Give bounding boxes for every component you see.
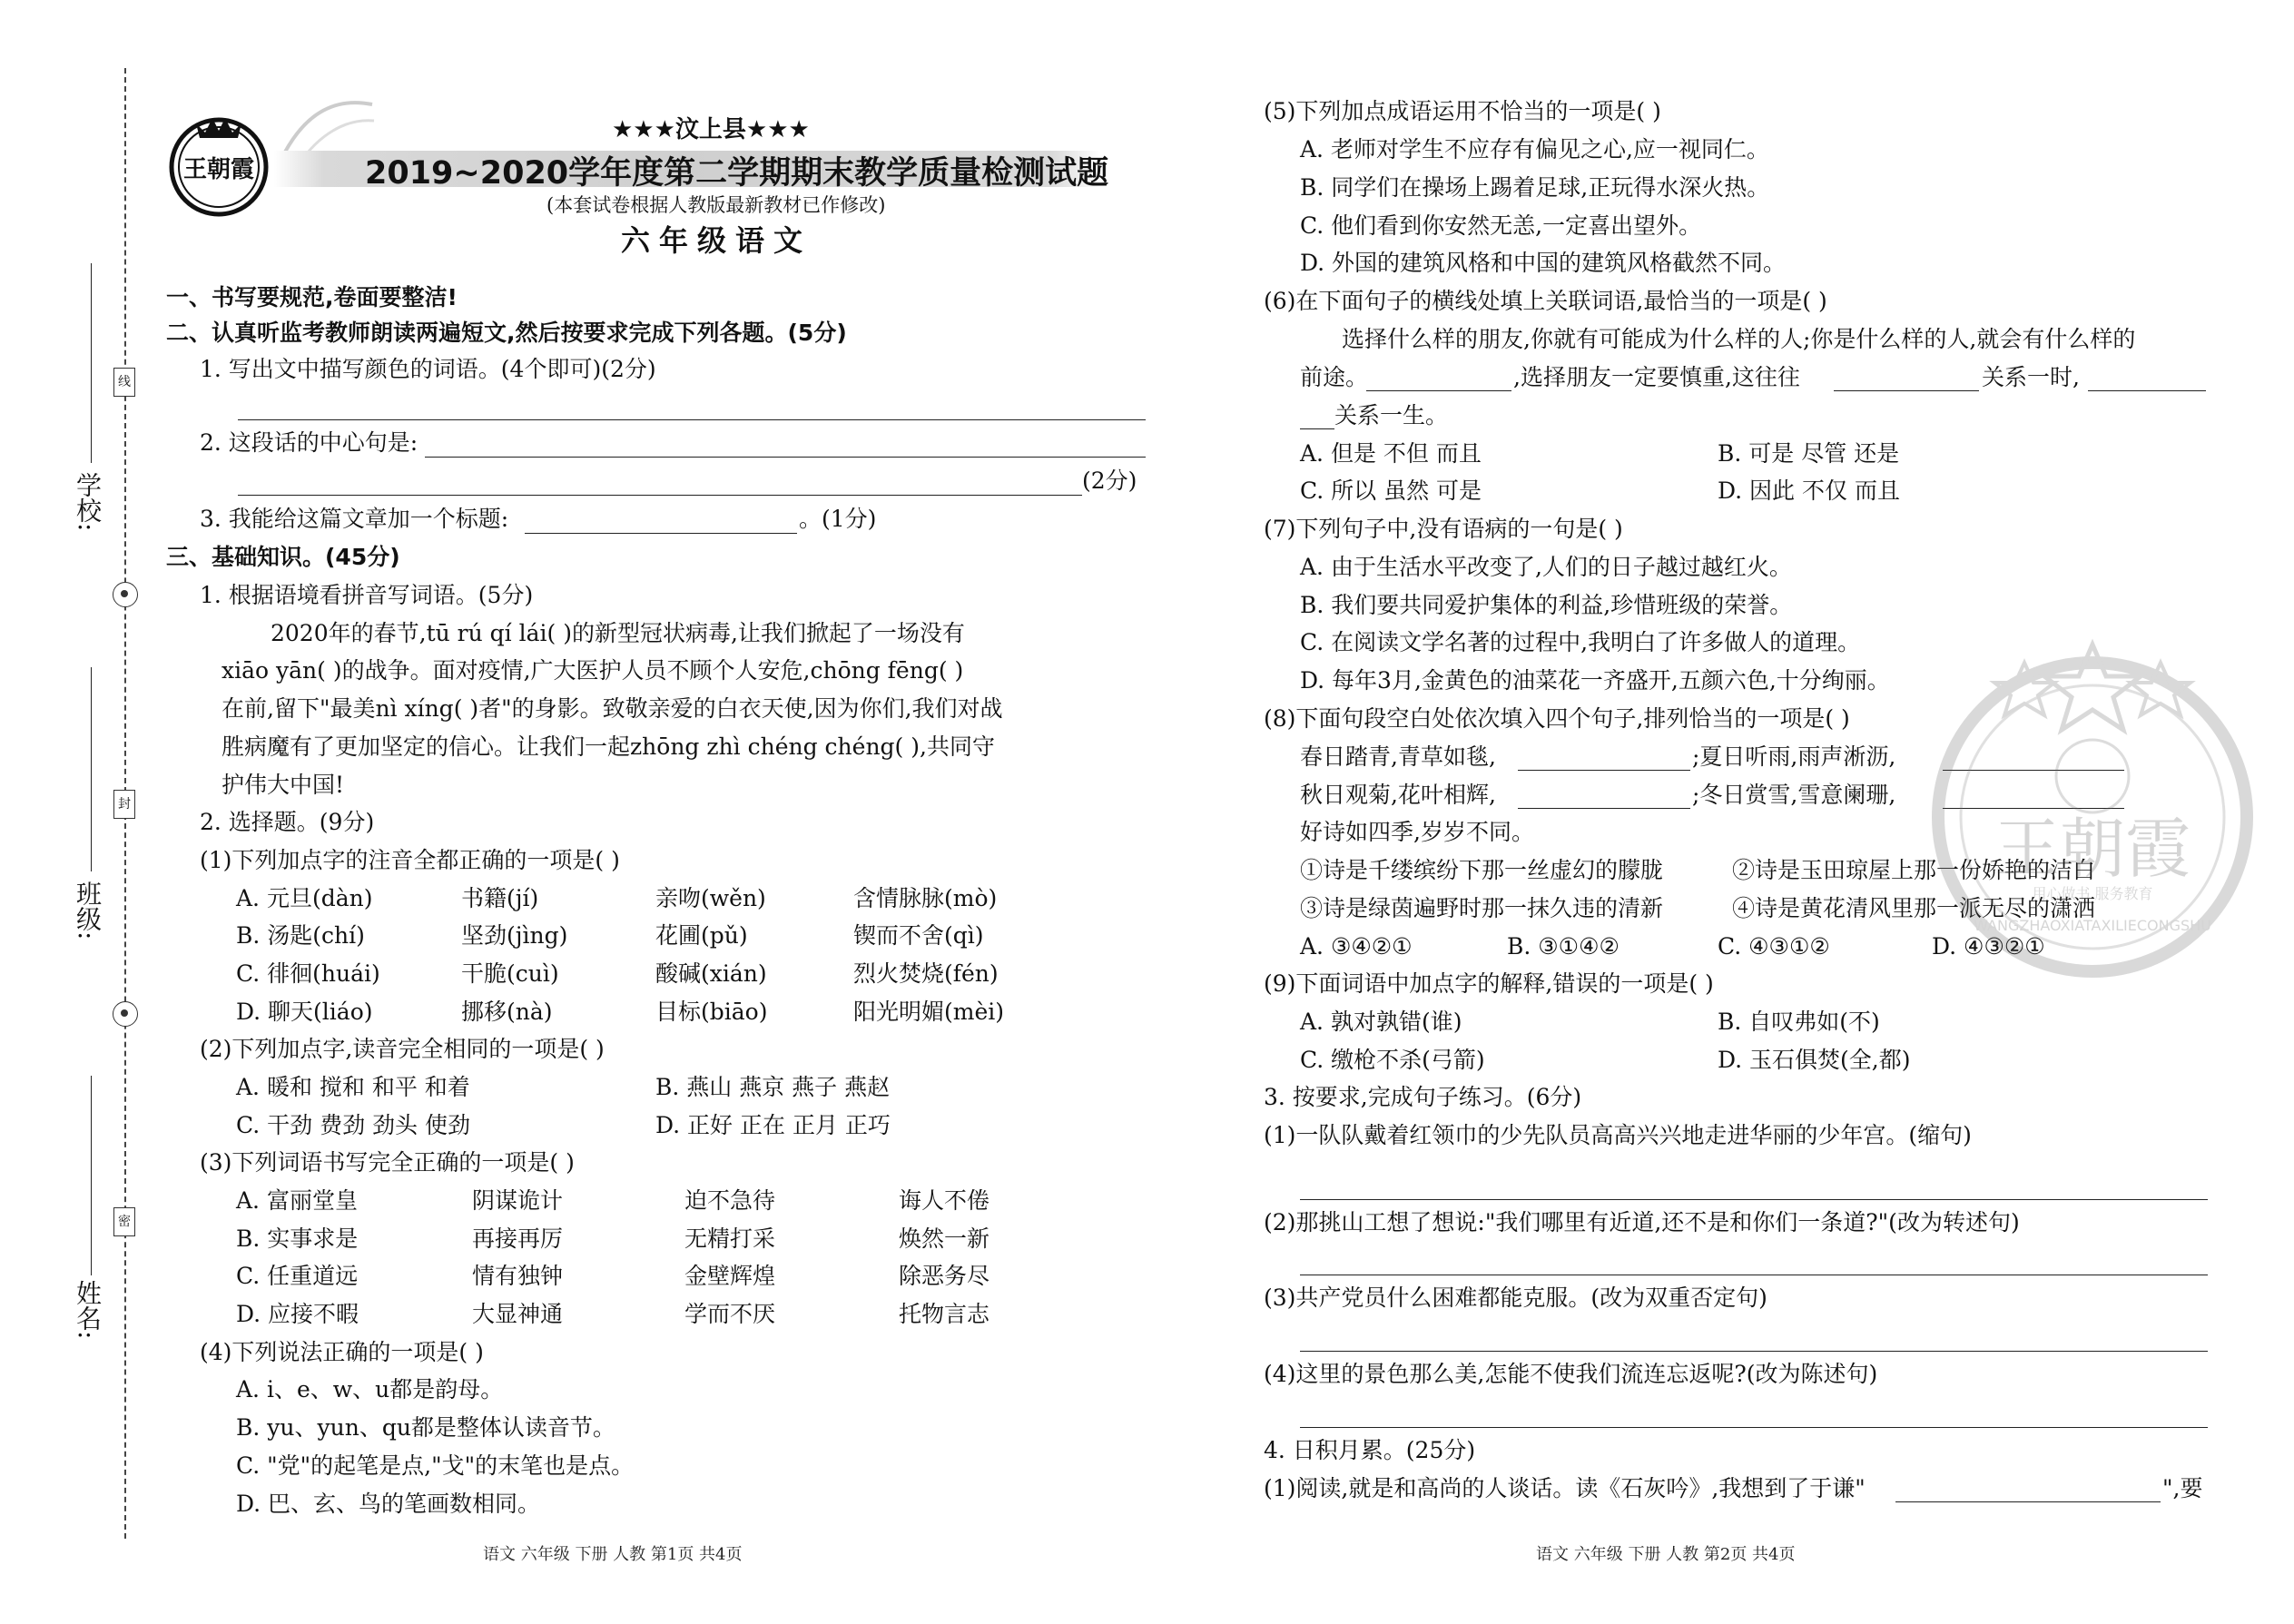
question: 2. 这段话的中心句是: (200, 429, 418, 456)
county-title: ★★★汶上县★★★ (612, 116, 810, 143)
passage-line: xiāo yān( )的战争。面对疫情,广大医护人员不顾个人安危,chōng fēng( ) (222, 657, 964, 684)
question: (3)下列词语书写完全正确的一项是( ) (200, 1149, 575, 1176)
passage-line: 护伟大中国! (222, 772, 345, 798)
option[interactable]: C. 在阅读文学名著的过程中,我明白了许多做人的道理。 (1300, 629, 1861, 655)
question: (2)那挑山工想了想说:"我们哪里有近道,还不是和你们一条道?"(改为转述句) (1264, 1209, 2020, 1235)
answer-line[interactable] (238, 495, 1082, 496)
score: 。(1分) (799, 506, 877, 532)
svg-text:WANGZHAOXIATAXILIECONGSHU: WANGZHAOXIATAXILIECONGSHU (1974, 917, 2211, 934)
option[interactable]: B. 我们要共同爱护集体的利益,珍惜班级的荣誉。 (1300, 592, 1793, 618)
watermark-seal (1915, 626, 2269, 980)
svg-text:王朝霞: 王朝霞 (1994, 811, 2191, 887)
question: (4)这里的景色那么美,怎能不使我们流连忘返呢?(改为陈述句) (1264, 1361, 1878, 1387)
answer-line[interactable] (238, 419, 1146, 420)
option: 阳光明媚(mèi) (853, 999, 1005, 1025)
option[interactable]: C. 任重道远 (236, 1263, 359, 1289)
option[interactable]: D. 巴、玄、鸟的笔画数相同。 (236, 1491, 541, 1517)
section-1: 一、书写要规范,卷面要整洁! (166, 284, 458, 310)
option: 花圃(pǔ) (655, 922, 748, 949)
option[interactable]: B. 同学们在操场上踢着足球,正玩得水深火热。 (1300, 174, 1770, 201)
section-3: 三、基础知识。(45分) (166, 544, 400, 570)
question: (9)下面词语中加点字的解释,错误的一项是( ) (1264, 970, 1714, 997)
class-label: 班级: (73, 881, 103, 940)
passage-line: ",要 (2162, 1475, 2203, 1501)
option: 托物言志 (899, 1301, 990, 1327)
svg-text:王朝霞: 王朝霞 (182, 156, 255, 183)
option[interactable]: A. 孰对孰错(谁) (1300, 1009, 1462, 1035)
sentence-choice: ④诗是黄花清风里那一派无尽的潇洒 (1732, 895, 2096, 921)
passage-line: ,选择朋友一定要慎重,这往往 (1513, 364, 1800, 390)
question: 4. 日积月累。(25分) (1264, 1437, 1476, 1463)
option[interactable]: D. 外国的建筑风格和中国的建筑风格截然不同。 (1300, 250, 1787, 276)
question: (1)阅读,就是和高尚的人谈话。读《石灰吟》,我想到了于谦" (1264, 1475, 1866, 1501)
page-footer: 语文 六年级 下册 人教 第1页 共4页 (483, 1545, 743, 1564)
binding-seal-secret: 密 (113, 1207, 135, 1236)
school-field[interactable] (91, 263, 92, 463)
question: (1)下列加点字的注音全都正确的一项是( ) (200, 847, 620, 873)
option[interactable]: D. 应接不暇 (236, 1301, 359, 1327)
question: (7)下列句子中,没有语病的一句是( ) (1264, 516, 1623, 542)
question: (6)在下面句子的横线处填上关联词语,最恰当的一项是( ) (1264, 288, 1827, 314)
option[interactable]: C. 他们看到你安然无恙,一定喜出望外。 (1300, 212, 1702, 239)
answer-line[interactable] (1300, 1427, 2208, 1428)
section-2: 二、认真听监考教师朗读两遍短文,然后按要求完成下列各题。(5分) (166, 320, 847, 346)
sentence-choice: ①诗是千缕缤纷下那一丝虚幻的朦胧 (1300, 857, 1664, 883)
option: 书籍(jí) (461, 885, 539, 911)
passage-line: ;夏日听雨,雨声淅沥, (1692, 743, 1896, 770)
answer-line[interactable] (425, 457, 1146, 458)
blank-line[interactable] (1366, 390, 1511, 391)
option[interactable]: B. 燕山 燕京 燕子 燕赵 (655, 1074, 891, 1100)
class-field[interactable] (91, 667, 92, 871)
passage-line: 胜病魔有了更加坚定的信心。让我们一起zhōng zhì chéng chéng( ),共同守 (222, 733, 995, 760)
binding-hole-icon (113, 1001, 138, 1027)
option[interactable]: A. 但是 不但 而且 (1300, 440, 1482, 467)
option: 无精打采 (684, 1225, 776, 1252)
option: 烈火焚烧(fén) (853, 960, 999, 987)
option: 大显神通 (472, 1301, 564, 1327)
option: 阴谋诡计 (472, 1187, 564, 1214)
option: 锲而不舍(qì) (853, 922, 984, 949)
blank-line[interactable] (1300, 428, 1334, 429)
answer-line[interactable] (1300, 1199, 2208, 1200)
option[interactable]: D. ④③②① (1932, 933, 2045, 960)
passage-line: 选择什么样的朋友,你就有可能成为什么样的人;你是什么样的人,就会有什么样的 (1342, 326, 2136, 352)
option[interactable]: D. 玉石俱焚(全,都) (1718, 1047, 1911, 1073)
option: 情有独钟 (472, 1263, 564, 1289)
option[interactable]: C. 干劲 费劲 劲头 使劲 (236, 1112, 470, 1138)
question: (3)共产党员什么困难都能克服。(改为双重否定句) (1264, 1284, 1767, 1311)
blank-line[interactable] (1895, 1501, 2161, 1502)
option[interactable]: D. 聊天(liáo) (236, 999, 373, 1025)
page-subtitle: (本套试卷根据人教版最新教材已作修改) (546, 194, 886, 216)
option[interactable]: B. 自叹弗如(不) (1718, 1009, 1880, 1035)
option: 学而不厌 (684, 1301, 776, 1327)
option: 金壁辉煌 (684, 1263, 776, 1289)
score: (2分) (1082, 468, 1137, 494)
page-footer: 语文 六年级 下册 人教 第2页 共4页 (1536, 1545, 1796, 1564)
option[interactable]: D. 因此 不仅 而且 (1718, 477, 1900, 504)
option: 酸碱(xián) (655, 960, 767, 987)
option[interactable]: A. 老师对学生不应存有偏见之心,应一视同仁。 (1300, 136, 1769, 162)
passage-line: 在前,留下"最美nì xíng( )者"的身影。致敬亲爱的白衣天使,因为你们,我们对战 (222, 695, 1003, 722)
option[interactable]: A. 由于生活水平改变了,人们的日子越过越红火。 (1300, 554, 1792, 580)
question: 2. 选择题。(9分) (200, 809, 375, 835)
option[interactable]: A. ③④②① (1300, 933, 1413, 960)
binding-seal-seal: 封 (113, 790, 135, 819)
passage-line: 春日踏青,青草如毯, (1300, 743, 1496, 770)
option: 除恶务尽 (899, 1263, 990, 1289)
question: (2)下列加点字,读音完全相同的一项是( ) (200, 1036, 605, 1062)
logo (165, 111, 272, 218)
option[interactable]: A. 富丽堂皇 (236, 1187, 358, 1214)
option[interactable]: C. 缴枪不杀(弓箭) (1300, 1047, 1485, 1073)
passage-line: 关系一生。 (1334, 402, 1449, 428)
option[interactable]: D. 每年3月,金黄色的油菜花一齐盛开,五颜六色,十分绚丽。 (1300, 667, 1890, 694)
option[interactable]: B. ③①④② (1507, 933, 1620, 960)
option: 再接再厉 (472, 1225, 564, 1252)
question: (4)下列说法正确的一项是( ) (200, 1339, 484, 1365)
page-title: 2019~2020学年度第二学期期末教学质量检测试题 (365, 155, 1109, 192)
answer-line[interactable] (525, 533, 797, 534)
blank-line[interactable] (1518, 808, 1690, 809)
school-label: 学校: (73, 472, 103, 532)
option[interactable]: B. 实事求是 (236, 1225, 359, 1252)
option[interactable]: D. 正好 正在 正月 正巧 (655, 1112, 891, 1138)
question: 1. 根据语境看拼音写词语。(5分) (200, 582, 534, 608)
svg-text:用心做书 服务教育: 用心做书 服务教育 (2032, 885, 2153, 902)
option[interactable]: B. yu、yun、qu都是整体认读音节。 (236, 1414, 615, 1441)
option: 焕然一新 (899, 1225, 990, 1252)
option[interactable]: C. 徘徊(huái) (236, 960, 380, 987)
option: 含情脉脉(mò) (853, 885, 998, 911)
sentence-choice: ③诗是绿茵遍野时那一抹久违的清新 (1300, 895, 1664, 921)
option: 迫不急待 (684, 1187, 776, 1214)
grade-title: 六年级语文 (621, 223, 812, 258)
option[interactable]: A. 元旦(dàn) (236, 885, 373, 911)
question: (1)一队队戴着红领巾的少先队员高高兴兴地走进华丽的少年宫。(缩句) (1264, 1122, 1972, 1148)
option[interactable]: C. "党"的起笔是点,"戈"的末笔也是点。 (236, 1452, 635, 1479)
name-label: 姓名: (73, 1280, 103, 1340)
option: 目标(biāo) (655, 999, 768, 1025)
question: 3. 按要求,完成句子练习。(6分) (1264, 1084, 1582, 1110)
option: 干脆(cuì) (461, 960, 559, 987)
passage-line: 好诗如四季,岁岁不同。 (1300, 819, 1534, 845)
question: (5)下列加点成语运用不恰当的一项是( ) (1264, 98, 1661, 124)
answer-line[interactable] (1300, 1351, 2208, 1352)
option: 坚劲(jìng) (461, 922, 568, 949)
option[interactable]: A. i、e、w、u都是韵母。 (236, 1376, 504, 1403)
passage-line: 前途。 (1300, 364, 1369, 390)
binding-hole-icon (113, 582, 138, 607)
sentence-choice: ②诗是玉田琼屋上那一份娇艳的洁白 (1732, 857, 2096, 883)
passage-line: 关系一时, (1982, 364, 2080, 390)
option[interactable]: B. 汤匙(chí) (236, 922, 365, 949)
option: 亲吻(wěn) (655, 885, 766, 911)
option: 挪移(nà) (461, 999, 553, 1025)
name-field[interactable] (91, 1076, 92, 1275)
passage-line: 2020年的春节,tū rú qí lái( )的新型冠状病毒,让我们掀起了一场没有 (271, 620, 965, 646)
passage-line: 秋日观菊,花叶相辉, (1300, 782, 1496, 808)
question: (8)下面句段空白处依次填入四个句子,排列恰当的一项是( ) (1264, 705, 1850, 732)
option[interactable]: A. 暖和 搅和 和平 和着 (236, 1074, 470, 1100)
question: 1. 写出文中描写颜色的词语。(4个即可)(2分) (200, 356, 656, 382)
option[interactable]: B. 可是 尽管 还是 (1718, 440, 1900, 467)
passage-line: ;冬日赏雪,雪意阑珊, (1692, 782, 1896, 808)
question: 3. 我能给这篇文章加一个标题: (200, 506, 509, 532)
blank-line[interactable] (2088, 390, 2206, 391)
binding-seal-line: 线 (113, 368, 135, 397)
option[interactable]: C. 所以 虽然 可是 (1300, 477, 1482, 504)
blank-line[interactable] (1518, 770, 1690, 771)
option: 诲人不倦 (899, 1187, 990, 1214)
blank-line[interactable] (1834, 390, 1979, 391)
option[interactable]: C. ④③①② (1718, 933, 1830, 960)
